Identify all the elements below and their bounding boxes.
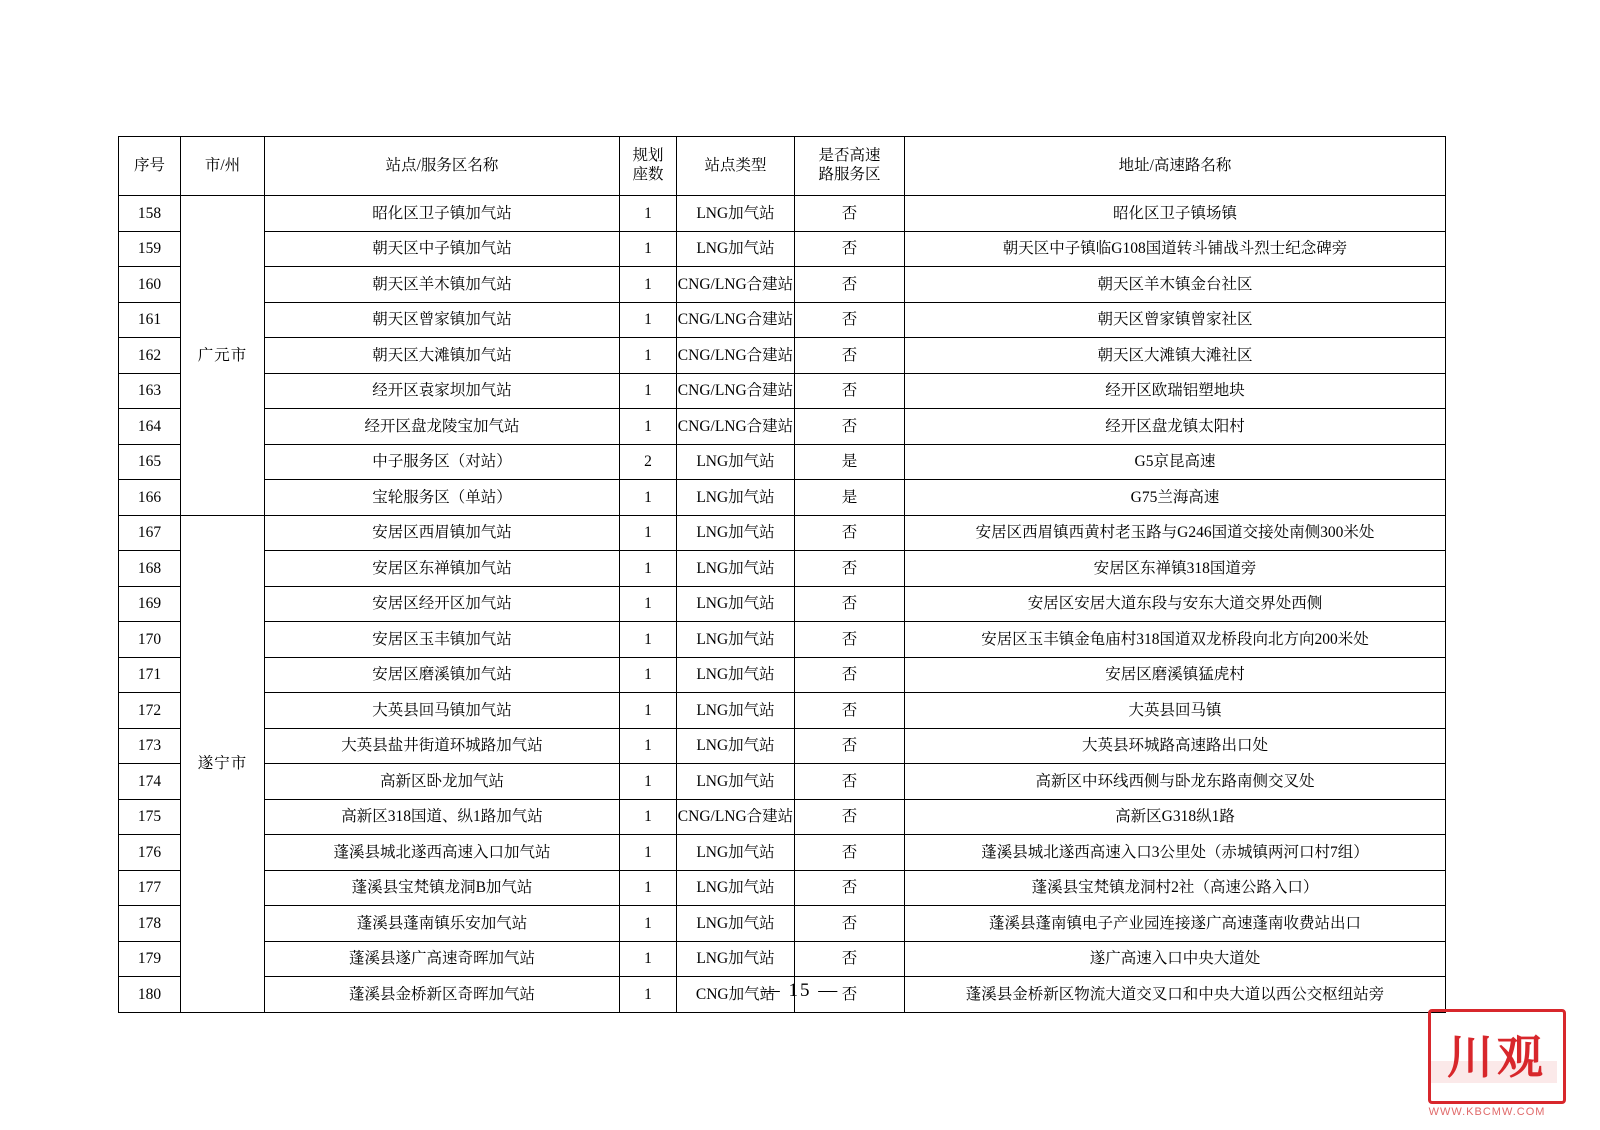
cell-seq: 166 xyxy=(119,480,181,516)
cell-type: CNG/LNG合建站 xyxy=(677,373,795,409)
cell-seq: 164 xyxy=(119,409,181,445)
watermark xyxy=(1372,1002,1572,1122)
cell-type: LNG加气站 xyxy=(677,693,795,729)
cell-city: 遂宁市 xyxy=(181,515,265,1012)
cell-station-name: 蓬溪县宝梵镇龙洞B加气站 xyxy=(265,870,620,906)
cell-type: LNG加气站 xyxy=(677,551,795,587)
cell-station-name: 朝天区羊木镇加气站 xyxy=(265,267,620,303)
cell-seats: 1 xyxy=(620,906,677,942)
gas-station-table xyxy=(118,136,1446,1013)
cell-highway: 是 xyxy=(795,480,905,516)
cell-seats: 1 xyxy=(620,373,677,409)
table-row xyxy=(119,444,1446,480)
cell-seats: 1 xyxy=(620,267,677,303)
cell-highway: 否 xyxy=(795,764,905,800)
cell-seq: 178 xyxy=(119,906,181,942)
cell-seats: 1 xyxy=(620,231,677,267)
cell-station-name: 宝轮服务区（单站） xyxy=(265,480,620,516)
table-row xyxy=(119,835,1446,871)
cell-type: LNG加气站 xyxy=(677,764,795,800)
header-highway xyxy=(795,137,905,196)
table-row xyxy=(119,906,1446,942)
table-row xyxy=(119,480,1446,516)
header-seats-line2: 座数 xyxy=(632,166,664,183)
cell-highway: 否 xyxy=(795,622,905,658)
cell-seats: 1 xyxy=(620,977,677,1013)
cell-highway: 否 xyxy=(795,373,905,409)
watermark-url: WWW.KBCMW.COM xyxy=(1428,1106,1546,1118)
cell-seats: 1 xyxy=(620,302,677,338)
cell-station-name: 大英县盐井街道环城路加气站 xyxy=(265,728,620,764)
table-row xyxy=(119,302,1446,338)
cell-seats: 1 xyxy=(620,870,677,906)
cell-type: LNG加气站 xyxy=(677,657,795,693)
cell-highway: 否 xyxy=(795,338,905,374)
cell-type: LNG加气站 xyxy=(677,196,795,232)
cell-highway: 否 xyxy=(795,231,905,267)
cell-seq: 170 xyxy=(119,622,181,658)
cell-station-name: 大英县回马镇加气站 xyxy=(265,693,620,729)
cell-station-name: 蓬溪县蓬南镇乐安加气站 xyxy=(265,906,620,942)
cell-address: 安居区磨溪镇猛虎村 xyxy=(905,657,1446,693)
cell-highway: 否 xyxy=(795,302,905,338)
cell-station-name: 高新区318国道、纵1路加气站 xyxy=(265,799,620,835)
header-highway-line2: 路服务区 xyxy=(818,166,881,183)
table-row xyxy=(119,373,1446,409)
cell-address: 大英县环城路高速路出口处 xyxy=(905,728,1446,764)
cell-type: CNG/LNG合建站 xyxy=(677,799,795,835)
cell-address: 朝天区羊木镇金台社区 xyxy=(905,267,1446,303)
cell-highway: 否 xyxy=(795,870,905,906)
cell-highway: 否 xyxy=(795,941,905,977)
table-row xyxy=(119,622,1446,658)
cell-seats: 1 xyxy=(620,941,677,977)
cell-seats: 1 xyxy=(620,196,677,232)
cell-address: 经开区盘龙镇太阳村 xyxy=(905,409,1446,445)
table-row xyxy=(119,409,1446,445)
cell-station-name: 蓬溪县遂广高速奇晖加气站 xyxy=(265,941,620,977)
cell-type: LNG加气站 xyxy=(677,870,795,906)
table-row xyxy=(119,941,1446,977)
cell-type: CNG/LNG合建站 xyxy=(677,302,795,338)
cell-seats: 1 xyxy=(620,657,677,693)
cell-address: 蓬溪县宝梵镇龙洞村2社（高速公路入口） xyxy=(905,870,1446,906)
table-row xyxy=(119,551,1446,587)
cell-highway: 否 xyxy=(795,799,905,835)
cell-highway: 否 xyxy=(795,196,905,232)
header-type: 站点类型 xyxy=(677,137,795,196)
header-name: 站点/服务区名称 xyxy=(265,137,620,196)
cell-type: LNG加气站 xyxy=(677,906,795,942)
cell-address: 大英县回马镇 xyxy=(905,693,1446,729)
cell-station-name: 安居区磨溪镇加气站 xyxy=(265,657,620,693)
cell-address: 高新区G318纵1路 xyxy=(905,799,1446,835)
header-seq: 序号 xyxy=(119,137,181,196)
cell-station-name: 安居区西眉镇加气站 xyxy=(265,515,620,551)
table-row xyxy=(119,196,1446,232)
cell-highway: 否 xyxy=(795,906,905,942)
table-row xyxy=(119,693,1446,729)
cell-highway: 否 xyxy=(795,409,905,445)
cell-address: G75兰海高速 xyxy=(905,480,1446,516)
cell-highway: 否 xyxy=(795,586,905,622)
cell-seats: 1 xyxy=(620,693,677,729)
table-row xyxy=(119,338,1446,374)
cell-type: CNG/LNG合建站 xyxy=(677,338,795,374)
cell-station-name: 蓬溪县金桥新区奇晖加气站 xyxy=(265,977,620,1013)
cell-city: 广元市 xyxy=(181,196,265,516)
cell-type: LNG加气站 xyxy=(677,515,795,551)
cell-seq: 173 xyxy=(119,728,181,764)
cell-seats: 1 xyxy=(620,515,677,551)
cell-highway: 否 xyxy=(795,657,905,693)
cell-type: CNG/LNG合建站 xyxy=(677,409,795,445)
table-row xyxy=(119,586,1446,622)
cell-seq: 159 xyxy=(119,231,181,267)
cell-highway: 否 xyxy=(795,977,905,1013)
cell-station-name: 安居区玉丰镇加气站 xyxy=(265,622,620,658)
cell-seq: 176 xyxy=(119,835,181,871)
cell-seats: 1 xyxy=(620,835,677,871)
cell-seq: 172 xyxy=(119,693,181,729)
cell-type: LNG加气站 xyxy=(677,444,795,480)
cell-type: CNG加气站 xyxy=(677,977,795,1013)
cell-seats: 1 xyxy=(620,764,677,800)
cell-seq: 169 xyxy=(119,586,181,622)
header-address: 地址/高速路名称 xyxy=(905,137,1446,196)
cell-station-name: 经开区盘龙陵宝加气站 xyxy=(265,409,620,445)
cell-address: 经开区欧瑞铝塑地块 xyxy=(905,373,1446,409)
cell-type: LNG加气站 xyxy=(677,941,795,977)
cell-type: LNG加气站 xyxy=(677,728,795,764)
cell-highway: 否 xyxy=(795,267,905,303)
watermark-strip xyxy=(1428,1061,1557,1083)
cell-station-name: 安居区经开区加气站 xyxy=(265,586,620,622)
cell-seq: 167 xyxy=(119,515,181,551)
cell-seq: 165 xyxy=(119,444,181,480)
cell-station-name: 蓬溪县城北遂西高速入口加气站 xyxy=(265,835,620,871)
table-header-row xyxy=(119,137,1446,196)
cell-type: CNG/LNG合建站 xyxy=(677,267,795,303)
cell-seq: 161 xyxy=(119,302,181,338)
cell-highway: 否 xyxy=(795,515,905,551)
cell-address: 安居区东禅镇318国道旁 xyxy=(905,551,1446,587)
cell-address: 蓬溪县蓬南镇电子产业园连接遂广高速蓬南收费站出口 xyxy=(905,906,1446,942)
cell-type: LNG加气站 xyxy=(677,480,795,516)
header-seats-line1: 规划 xyxy=(632,147,664,165)
cell-seq: 177 xyxy=(119,870,181,906)
cell-address: 昭化区卫子镇场镇 xyxy=(905,196,1446,232)
cell-highway: 否 xyxy=(795,693,905,729)
cell-highway: 否 xyxy=(795,835,905,871)
cell-seq: 180 xyxy=(119,977,181,1013)
table-row xyxy=(119,515,1446,551)
cell-seats: 1 xyxy=(620,586,677,622)
header-highway-line1: 是否高速 xyxy=(818,147,881,165)
cell-station-name: 朝天区大滩镇加气站 xyxy=(265,338,620,374)
cell-seq: 163 xyxy=(119,373,181,409)
cell-address: 安居区玉丰镇金龟庙村318国道双龙桥段向北方向200米处 xyxy=(905,622,1446,658)
cell-station-name: 昭化区卫子镇加气站 xyxy=(265,196,620,232)
header-seats xyxy=(620,137,677,196)
cell-seq: 174 xyxy=(119,764,181,800)
cell-highway: 是 xyxy=(795,444,905,480)
cell-address: 朝天区曾家镇曾家社区 xyxy=(905,302,1446,338)
table-row xyxy=(119,870,1446,906)
cell-address: 蓬溪县城北遂西高速入口3公里处（赤城镇两河口村7组） xyxy=(905,835,1446,871)
cell-address: 安居区安居大道东段与安东大道交界处西侧 xyxy=(905,586,1446,622)
cell-address: G5京昆高速 xyxy=(905,444,1446,480)
table-row xyxy=(119,728,1446,764)
cell-seq: 160 xyxy=(119,267,181,303)
table-row xyxy=(119,231,1446,267)
cell-seq: 175 xyxy=(119,799,181,835)
cell-seq: 158 xyxy=(119,196,181,232)
watermark-logo-text: 川观 xyxy=(1447,1029,1547,1084)
cell-address: 朝天区中子镇临G108国道转斗铺战斗烈士纪念碑旁 xyxy=(905,231,1446,267)
cell-highway: 否 xyxy=(795,728,905,764)
watermark-logo-box xyxy=(1428,1009,1566,1104)
cell-seq: 162 xyxy=(119,338,181,374)
cell-seq: 168 xyxy=(119,551,181,587)
table-row xyxy=(119,657,1446,693)
cell-seq: 179 xyxy=(119,941,181,977)
cell-station-name: 朝天区中子镇加气站 xyxy=(265,231,620,267)
cell-seats: 1 xyxy=(620,728,677,764)
table-row xyxy=(119,764,1446,800)
cell-type: LNG加气站 xyxy=(677,835,795,871)
cell-highway: 否 xyxy=(795,551,905,587)
cell-seats: 1 xyxy=(620,622,677,658)
cell-station-name: 经开区袁家坝加气站 xyxy=(265,373,620,409)
cell-seq: 171 xyxy=(119,657,181,693)
cell-type: LNG加气站 xyxy=(677,622,795,658)
cell-type: LNG加气站 xyxy=(677,586,795,622)
cell-address: 朝天区大滩镇大滩社区 xyxy=(905,338,1446,374)
header-city: 市/州 xyxy=(181,137,265,196)
cell-seats: 2 xyxy=(620,444,677,480)
cell-seats: 1 xyxy=(620,799,677,835)
cell-address: 高新区中环线西侧与卧龙东路南侧交叉处 xyxy=(905,764,1446,800)
table-row xyxy=(119,267,1446,303)
cell-type: LNG加气站 xyxy=(677,231,795,267)
cell-seats: 1 xyxy=(620,338,677,374)
cell-station-name: 高新区卧龙加气站 xyxy=(265,764,620,800)
cell-address: 蓬溪县金桥新区物流大道交叉口和中央大道以西公交枢纽站旁 xyxy=(905,977,1446,1013)
table-row xyxy=(119,799,1446,835)
cell-station-name: 安居区东禅镇加气站 xyxy=(265,551,620,587)
cell-seats: 1 xyxy=(620,551,677,587)
cell-address: 遂广高速入口中央大道处 xyxy=(905,941,1446,977)
table-body xyxy=(119,196,1446,1013)
cell-station-name: 中子服务区（对站） xyxy=(265,444,620,480)
cell-seats: 1 xyxy=(620,480,677,516)
cell-address: 安居区西眉镇西黄村老玉路与G246国道交接处南侧300米处 xyxy=(905,515,1446,551)
page-number: — 15 — xyxy=(760,980,840,1001)
cell-seats: 1 xyxy=(620,409,677,445)
cell-station-name: 朝天区曾家镇加气站 xyxy=(265,302,620,338)
